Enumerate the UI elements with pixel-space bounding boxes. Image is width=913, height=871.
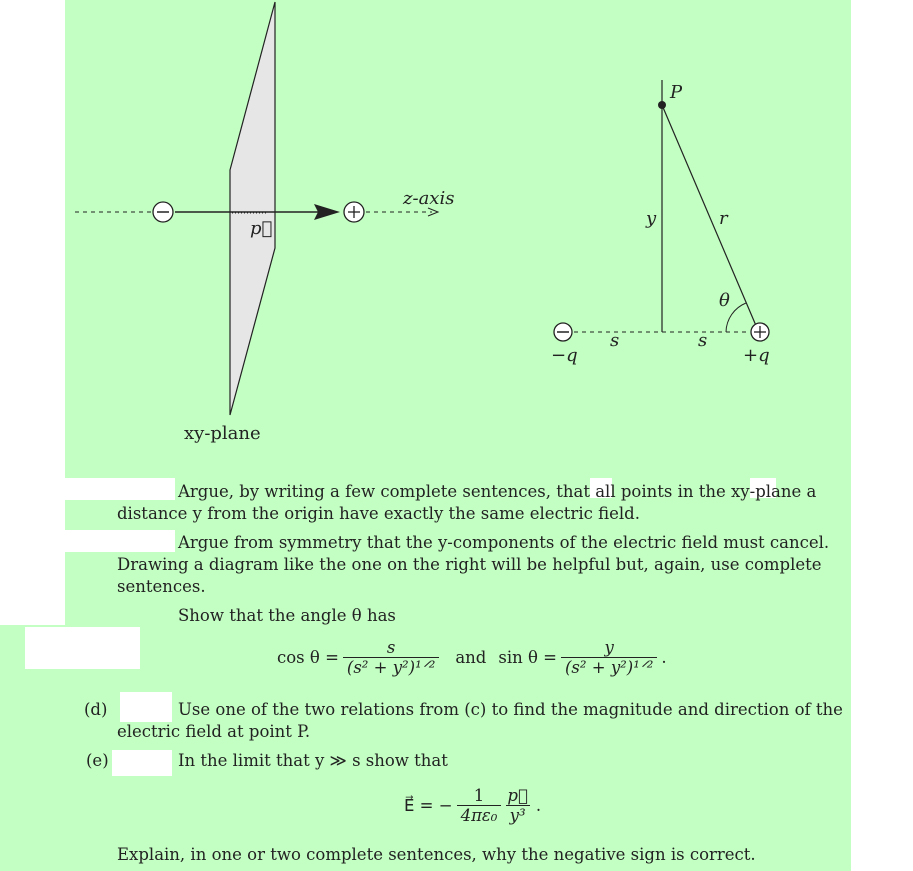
and-word: and bbox=[455, 648, 487, 667]
question-e-equation: E⃗ = − $\frac{1}{\text{4πε₀}}$ $\frac{p⃗}{\text{y³}}$ . bbox=[404, 785, 542, 825]
e-fraction-2: $\frac{p⃗}{\text{y³}}$ bbox=[507, 785, 528, 825]
question-d-line2: electric field at point P. bbox=[117, 722, 311, 741]
point-p bbox=[658, 101, 666, 109]
xy-plane-label: xy-plane bbox=[184, 423, 261, 444]
question-b-line3: sentences. bbox=[117, 577, 206, 596]
question-a-line1: Argue, by writing a few complete sentences, that all points in the xy-plane a bbox=[178, 482, 817, 501]
negative-charge-label: −q bbox=[551, 345, 578, 366]
sin-fraction: $\frac{y}{\text{(s² + y²)¹ᐟ²}}$ bbox=[561, 639, 657, 678]
xy-plane-shape bbox=[230, 2, 275, 415]
e-fraction-1: $\frac{1}{\text{4πε₀}}$ bbox=[457, 787, 502, 826]
question-d-line1: Use one of the two relations from (c) to find the magnitude and direction of the bbox=[178, 700, 843, 719]
sin-lhs: sin θ = bbox=[498, 648, 557, 667]
question-c-equation: cos θ = $\frac{s}{\text{(s² + y²)¹ᐟ²}}$ and sin θ = $\frac{y}{\text{(s² + y²)¹ᐟ²}}$ . bbox=[277, 637, 667, 677]
question-c-text: Show that the angle θ has bbox=[178, 606, 396, 625]
question-a-line2: distance y from the origin have exactly the same electric field. bbox=[117, 504, 640, 523]
cos-lhs: cos θ = bbox=[277, 648, 339, 667]
e-field-lhs: E⃗ = − bbox=[404, 796, 453, 815]
r-line bbox=[662, 105, 757, 328]
point-p-label: P bbox=[670, 82, 683, 103]
question-d-label: (d) bbox=[84, 700, 108, 719]
s-right-label: s bbox=[698, 330, 708, 351]
y-distance-label: y bbox=[646, 208, 657, 229]
question-b-line2: Drawing a diagram like the one on the right will be helpful but, again, use complete bbox=[117, 555, 822, 574]
z-axis-label: z-axis bbox=[403, 188, 455, 209]
r-distance-label: r bbox=[719, 208, 728, 229]
cos-fraction: $\frac{s}{\text{(s² + y²)¹ᐟ²}}$ bbox=[343, 639, 439, 678]
s-left-label: s bbox=[610, 330, 620, 351]
question-e-label: (e) bbox=[86, 751, 109, 770]
question-b-line1: Argue from symmetry that the y-components of the electric field must cancel. bbox=[178, 533, 830, 552]
question-e-explain: Explain, in one or two complete sentences, why the negative sign is correct. bbox=[117, 845, 756, 864]
dipole-vector-label: p⃗ bbox=[250, 218, 273, 239]
theta-label: θ bbox=[719, 290, 730, 311]
positive-charge-label: +q bbox=[743, 345, 770, 366]
question-e-text: In the limit that y ≫ s show that bbox=[178, 751, 448, 770]
